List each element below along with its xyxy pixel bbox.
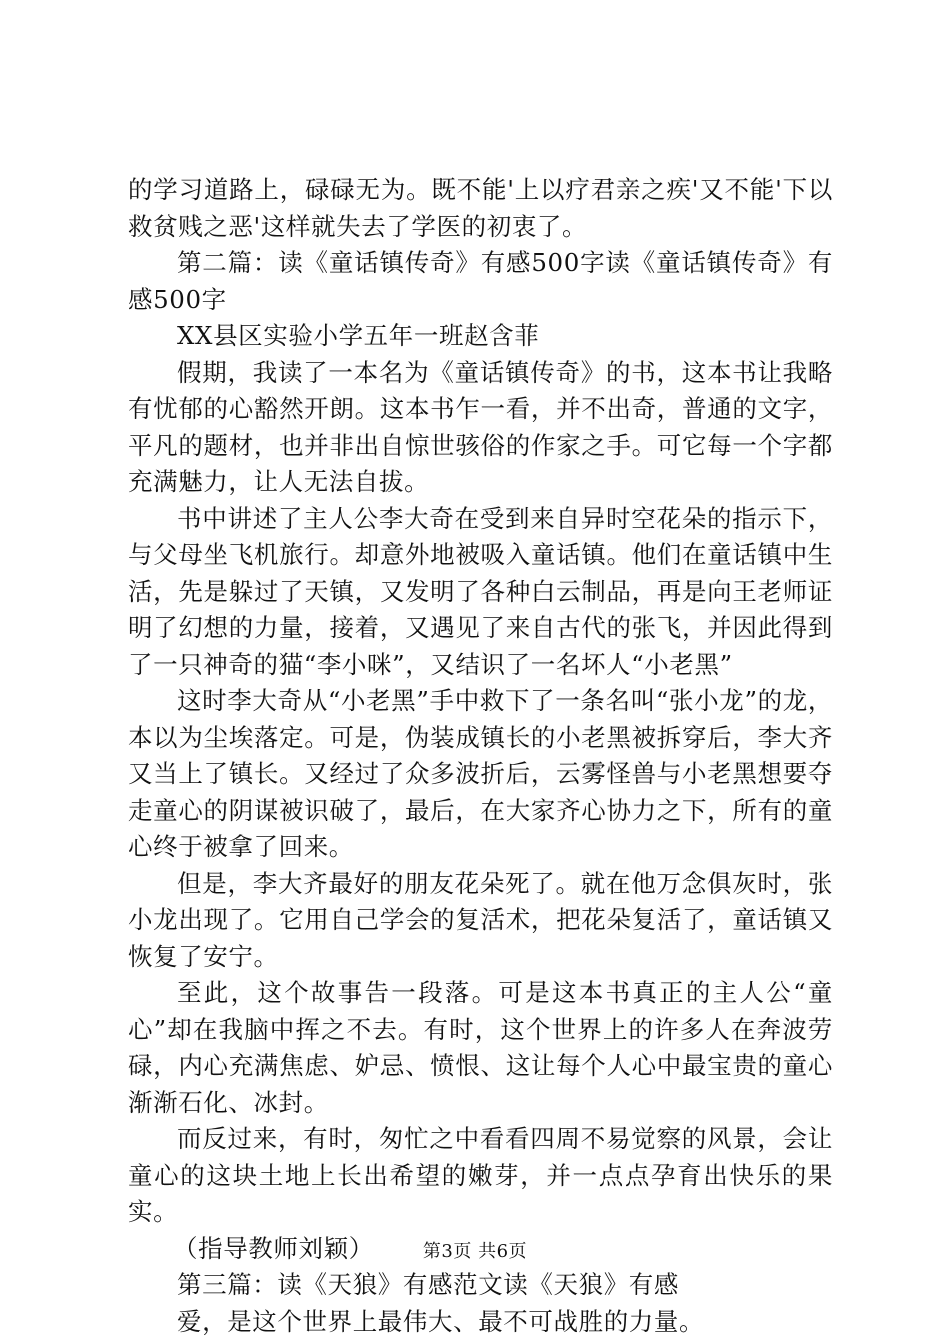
section-heading-3: 第三篇：读《天狼》有感范文读《天狼》有感 — [177, 1270, 679, 1299]
body-paragraph: 这时李大奇从“小老黑”手中救下了一条名叫“张小龙”的龙，本以为尘埃落定。可是，伪装成镇长的小老黑被拆穿后，李大齐又当上了镇长。又经过了众多波折后，云雾怪兽与小老黑想要夺走童心的阴谋被识破了，最后，在大家齐心协力之下，所有的童心终于被拿了回来。 — [128, 686, 833, 861]
body-paragraph: 但是，李大齐最好的朋友花朵死了。就在他万念俱灰时，张小龙出现了。它用自己学会的复活术，把花朵复活了，童话镇又恢复了安宁。 — [128, 868, 833, 971]
page-footer: 第3页 共6页 — [422, 1241, 528, 1262]
body-paragraph: 至此，这个故事告一段落。可是这本书真正的主人公“童心”却在我脑中挥之不去。有时，这个世界上的许多人在奔波劳碌，内心充满焦虑、妒忌、愤恨、这让每个人心中最宝贵的童心渐渐石化、冰封。 — [128, 978, 833, 1117]
body-paragraph: 而反过来，有时，匆忙之中看看四周不易觉察的风景，会让童心的这块土地上长出希望的嫩芽，并一点点孕育出快乐的果实。 — [128, 1124, 833, 1226]
teacher-note: （指导教师刘颖） — [173, 1233, 374, 1263]
continuation-paragraph: 的学习道路上，碌碌无为。既不能'上以疗君亲之疾'又不能'下以救贫贱之恶'这样就失去了学医的初衷了。 — [128, 175, 833, 241]
body-paragraph: 书中讲述了主人公李大奇在受到来自异时空花朵的指示下，与父母坐飞机旅行。却意外地被吸入童话镇。他们在童话镇中生活，先是躲过了天镇，又发明了各种白云制品，再是向王老师证明了幻想的力量，接着，又遇见了来自古代的张飞，并因此得到了一只神奇的猫“李小咪”，又结识了一名坏人“小老黑” — [128, 503, 833, 679]
author-byline: XX县区实验小学五年一班赵含菲 — [177, 321, 540, 350]
section-heading-2: 第二篇：读《童话镇传奇》有感500字读《童话镇传奇》有感500字 — [128, 248, 833, 314]
body-paragraph: 假期，我读了一本名为《童话镇传奇》的书，这本书让我略有忧郁的心豁然开朗。这本书乍一看，并不出奇，普通的文字，平凡的题材，也并非出自惊世骇俗的作家之手。可它每一个字都充满魅力，让人无法自拔。 — [128, 357, 833, 496]
document-body — [128, 172, 833, 1340]
body-paragraph: 爱，是这个世界上最伟大、最不可战胜的力量。 — [177, 1306, 705, 1336]
